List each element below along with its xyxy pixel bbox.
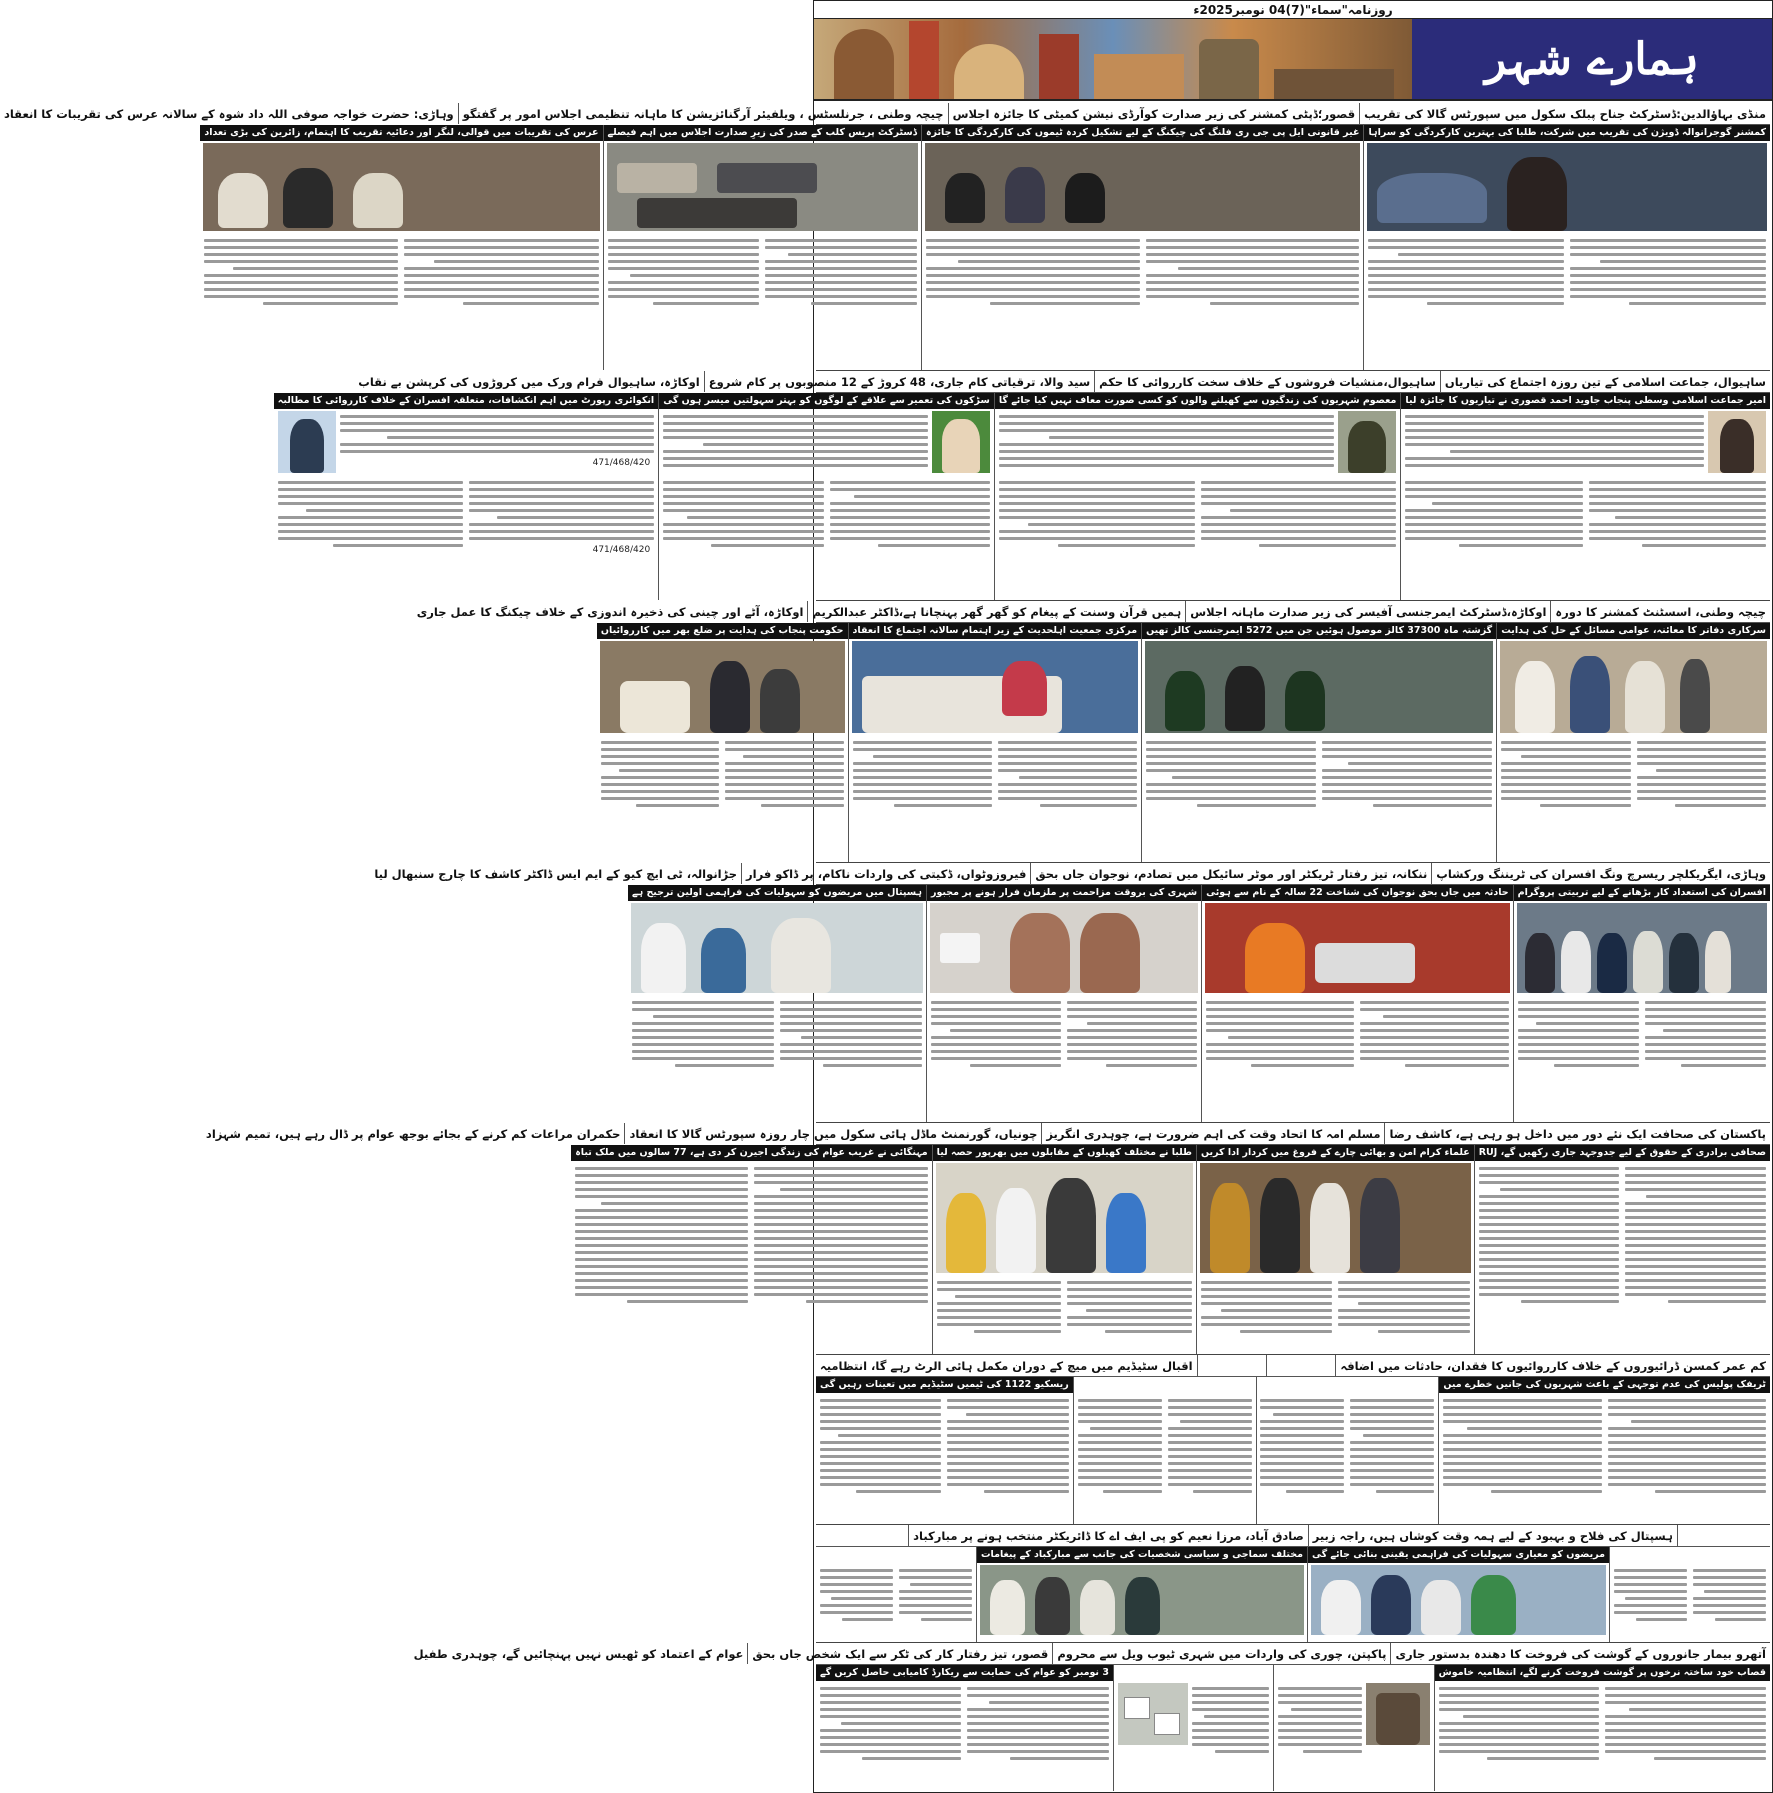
article-photo — [631, 903, 923, 993]
headline: ساہیوال، جماعت اسلامی کے تین روزہ اجتماع کی تیاریاں — [1440, 371, 1770, 392]
article — [628, 885, 926, 1122]
subheadline: سڑکوں کی تعمیر سے علاقے کے لوگوں کو بہتر سہولتیں میسر ہوں گی — [659, 393, 994, 409]
article-continuation — [1073, 1377, 1256, 1524]
article-photo — [852, 641, 1139, 733]
article-continuation — [1256, 1377, 1439, 1524]
subheadline — [816, 1547, 976, 1563]
person-photo — [1338, 411, 1396, 473]
article — [1363, 125, 1770, 370]
article-photo — [1517, 903, 1767, 993]
person-photo — [278, 411, 336, 473]
article — [926, 885, 1201, 1122]
article — [1513, 885, 1770, 1122]
article — [1141, 623, 1496, 862]
headline: چونیاں، گورنمنٹ ماڈل ہائی سکول میں چار روزہ سپورٹس گالا کا انعقاد — [624, 1123, 1041, 1144]
subheadline: قصاب خود ساختہ نرخوں پر گوشت فروخت کرنے لگے، انتظامیہ خاموش — [1435, 1665, 1770, 1681]
subheadline: امیر جماعت اسلامی وسطی پنجاب جاوید احمد قصوری نے تیاریوں کا جائزہ لیا — [1401, 393, 1770, 409]
headline: منڈی بہاؤالدین:ڈسٹرکٹ جناح پبلک سکول میں سپورٹس گالا کی تقریب — [1359, 103, 1770, 124]
headline: مسلم امہ کا اتحاد وقت کی اہم ضرورت ہے، چوہدری انگریز — [1041, 1123, 1384, 1144]
subheadline: ریسکیو 1122 کی ٹیمیں سٹیڈیم میں تعینات رہیں گی — [816, 1377, 1073, 1393]
article — [1201, 885, 1513, 1122]
article-photo — [930, 903, 1198, 993]
subheadline: انکوائری رپورٹ میں اہم انکشافات، متعلقہ افسران کے خلاف کارروائی کا مطالبہ — [274, 393, 658, 409]
headline: اوکاڑہ، ساہیوال فرام ورک میں کروڑوں کی کرپشن بے نقاب — [358, 375, 700, 389]
article-continuation — [816, 1547, 976, 1642]
headline — [1677, 1525, 1770, 1546]
article — [848, 623, 1142, 862]
subheadline: مہنگائی نے غریب عوام کی زندگی اجیرن کر دی ہے، 77 سالوں میں ملک تباہ — [571, 1145, 931, 1161]
city-landmarks-collage — [814, 19, 1412, 99]
article — [1496, 623, 1770, 862]
subheadline — [1257, 1377, 1439, 1393]
subheadline: 3 نومبر کو عوام کی حمایت سے ریکارڈ کامیابی حاصل کریں گے — [816, 1665, 1113, 1681]
headline: اوکاڑہ،ڈسٹرکٹ ایمرجنسی آفیسر کی زیر صدارت ماہانہ اجلاس — [1185, 601, 1550, 622]
subheadline: عرس کی تقریبات میں قوالی، لنگر اور دعائیہ تقریب کا اہتمام، زائرین کی بڑی تعداد — [200, 125, 602, 141]
headline: جڑانوالہ، ٹی ایچ کیو کے ایم ایس ڈاکٹر کاشف کا چارج سنبھال لیا — [374, 867, 738, 881]
headline: ہسپتال کی فلاح و بہبود کے لیے ہمہ وقت کوشاں ہیں، راجہ زبیر — [1308, 1525, 1677, 1546]
masthead: روزنامہ"سماء"(7)04 نومبر2025ء — [814, 1, 1772, 19]
article-photo — [1500, 641, 1767, 733]
article — [274, 393, 658, 600]
section-2 — [277, 371, 1770, 601]
subheadline: شہری کی بروقت مزاحمت پر ملزمان فرار ہونے پر مجبور — [927, 885, 1201, 901]
headline: چیچہ وطنی، اسسٹنٹ کمشنر کا دورہ — [1550, 601, 1770, 622]
article — [1434, 1665, 1770, 1791]
section-banner — [814, 19, 1772, 101]
person-photo — [932, 411, 990, 473]
headline — [1197, 1355, 1266, 1376]
headline: حکمران مراعات کم کرنے کے بجائے بوجھ عوام پر ڈال رہے ہیں، تمیم شہزاد — [205, 1127, 621, 1141]
section-4 — [374, 863, 1770, 1123]
article — [1438, 1377, 1770, 1524]
headline: وہاڑی: حضرت خواجہ صوفی اللہ داد شوہ کے سالانہ عرس کی تقریبات کا انعقاد — [3, 107, 454, 121]
headline — [1266, 1355, 1335, 1376]
headline: اقبال سٹیڈیم میں میچ کے دوران مکمل ہائی الرٹ رہے گا، انتظامیہ — [819, 1359, 1193, 1373]
subheadline: ہسپتال میں مریضوں کو سہولیات کی فراہمی اولین ترجیح ہے — [628, 885, 926, 901]
article-photo — [203, 143, 599, 231]
subheadline — [1114, 1665, 1273, 1681]
subheadline: حادثہ میں جاں بحق نوجوان کی شناخت 22 سالہ کے نام سے ہوئی — [1202, 885, 1513, 901]
headline: چیچہ وطنی ، جرنلسٹس ، ویلفیئر آرگنائزیشن کا ماہانہ تنظیمی اجلاس امور پر گفتگو — [458, 103, 948, 124]
subheadline: ٹریفک پولیس کی عدم توجہی کے باعث شہریوں کی جانیں خطرے میں — [1439, 1377, 1770, 1393]
article — [932, 1145, 1196, 1354]
article — [816, 1665, 1113, 1791]
article — [1196, 1145, 1474, 1354]
subheadline: ڈسٹرکٹ پریس کلب کے صدر کی زیرِ صدارت اجلاس میں اہم فیصلے — [604, 125, 921, 141]
article-continuation — [1609, 1547, 1770, 1642]
article — [571, 1145, 931, 1354]
article — [1400, 393, 1770, 600]
article-photo — [1311, 1565, 1606, 1635]
article — [597, 623, 848, 862]
headline: ساہیوال،منشیات فروشوں کے خلاف سخت کارروائی کا حکم — [1094, 371, 1440, 392]
subheadline: مریضوں کو معیاری سہولیات کی فراہمی یقینی بنائی جائے گی — [1308, 1547, 1609, 1563]
article-photo — [1145, 641, 1493, 733]
newspaper-page — [3, 0, 1773, 1793]
article — [1474, 1145, 1770, 1354]
subheadline: غیر قانونی ایل پی جی ری فلنگ کی چیکنگ کے لیے تشکیل کردہ ٹیموں کی کارکردگی کا جائزہ — [922, 125, 1363, 141]
headline: عوام کے اعتماد کو ٹھیس نہیں پہنچائیں گے، چوہدری طفیل — [413, 1647, 744, 1661]
headline: ننکانہ، تیز رفتار ٹریکٹر اور موٹر سائیکل میں تصادم، نوجوان جاں بحق — [1030, 863, 1431, 884]
headline: قصور؛ڈپٹی کمشنر کی زیر صدارت کوآرڈی نیشن کمیٹی کا جائزہ اجلاس — [948, 103, 1360, 124]
headline: آتھرو بیمار جانوروں کے گوشت کی فروخت کا دھندہ بدستور جاری — [1390, 1643, 1770, 1664]
article-photo — [936, 1163, 1193, 1273]
headline: سید والا، ترقیاتی کام جاری، 48 کروڑ کے 12 منصوبوں پر کام شروع — [704, 371, 1094, 392]
section-8 — [413, 1643, 1770, 1792]
reference-number: 471/468/420 — [592, 458, 651, 468]
section-6 — [816, 1355, 1770, 1525]
article — [816, 1377, 1073, 1524]
article — [200, 125, 602, 370]
subheadline: سرکاری دفاتر کا معائنہ، عوامی مسائل کے حل کی ہدایت — [1497, 623, 1770, 639]
article-photo — [1200, 1163, 1471, 1273]
subheadline — [1274, 1665, 1433, 1681]
headline: پاکستان کی صحافت ایک نئے دور میں داخل ہو رہی ہے، کاشف رضا — [1384, 1123, 1770, 1144]
article — [658, 393, 994, 600]
headline: فیروزوٹواں، ڈکیتی کی واردات ناکام، پر ڈاکو فرار — [741, 863, 1030, 884]
article — [603, 125, 921, 370]
subheadline: افسران کی استعداد کار بڑھانے کے لیے تربیتی پروگرام — [1514, 885, 1770, 901]
section-3 — [416, 601, 1770, 863]
person-photo — [1708, 411, 1766, 473]
article — [1307, 1547, 1609, 1642]
subheadline — [1610, 1547, 1770, 1563]
headline: اوکاڑہ، آٹے اور چینی کی ذخیرہ اندوزی کے خلاف چیکنگ کا عمل جاری — [416, 605, 804, 619]
subheadline: گزشتہ ماہ 37300 کالز موصول ہوئیں جن میں 5272 ایمرجنسی کالز تھیں — [1142, 623, 1496, 639]
article — [1273, 1665, 1433, 1791]
headline: قصور، تیز رفتار کار کی ٹکر سے ایک شخص جاں بحق — [747, 1643, 1052, 1664]
article-photo — [1118, 1683, 1188, 1745]
article-photo — [607, 143, 918, 231]
article — [1113, 1665, 1273, 1791]
subheadline: حکومت پنجاب کی ہدایت پر ضلع بھر میں کارروائیاں — [597, 623, 848, 639]
section-5 — [205, 1123, 1770, 1355]
headline: وہاڑی، ایگریکلچر ریسرچ ونگ افسران کی ٹریننگ ورکشاپ — [1431, 863, 1770, 884]
article-photo — [600, 641, 845, 733]
subheadline: کمشنر گوجرانوالہ ڈویژن کی تقریب میں شرکت، طلبا کی بہترین کارکردگی کو سراہا — [1364, 125, 1770, 141]
headline — [816, 1525, 908, 1546]
subheadline: مرکزی جمعیت اہلحدیث کے زیر اہتمام سالانہ اجتماع کا انعقاد — [849, 623, 1142, 639]
headline: ہمیں قرآن وسنت کے پیغام کو گھر گھر پہنچانا ہے،ڈاکٹر عبدالکریم — [807, 601, 1185, 622]
headline: کم عمر کمسن ڈرائیوروں کے خلاف کارروائیوں کا فقدان، حادثات میں اضافہ — [1335, 1355, 1770, 1376]
article — [976, 1547, 1307, 1642]
article-photo — [1205, 903, 1510, 993]
article — [921, 125, 1363, 370]
article-photo — [925, 143, 1360, 231]
subheadline: معصوم شہریوں کی زندگیوں سے کھیلنے والوں کو کسی صورت معاف نہیں کیا جائے گا — [995, 393, 1401, 409]
headline: صادق آباد، مرزا نعیم کو پی ایف اے کا ڈائریکٹر منتخب ہونے پر مبارکباد — [908, 1525, 1308, 1546]
subheadline: طلبا نے مختلف کھیلوں کے مقابلوں میں بھرپور حصہ لیا — [933, 1145, 1196, 1161]
article-photo — [980, 1565, 1304, 1635]
subheadline: مختلف سماجی و سیاسی شخصیات کی جانب سے مبارکباد کے پیغامات — [977, 1547, 1307, 1563]
article-photo — [1367, 143, 1767, 231]
section-7 — [816, 1525, 1770, 1643]
subheadline: صحافی برادری کے حقوق کے لیے جدوجہد جاری رکھیں گے، RUJ — [1475, 1145, 1770, 1161]
article — [994, 393, 1401, 600]
section-1 — [3, 103, 1770, 371]
subheadline: علماء کرام امن و بھائی چارے کے فروغ میں کردار ادا کریں — [1197, 1145, 1474, 1161]
article-photo — [1366, 1683, 1430, 1745]
reference-number: 471/468/420 — [592, 545, 651, 555]
subheadline — [1074, 1377, 1256, 1393]
headline: پاکپتن، چوری کی واردات میں شہری ٹیوب ویل سے محروم — [1052, 1643, 1390, 1664]
banner-title: ہمارے شہر — [1412, 19, 1772, 99]
